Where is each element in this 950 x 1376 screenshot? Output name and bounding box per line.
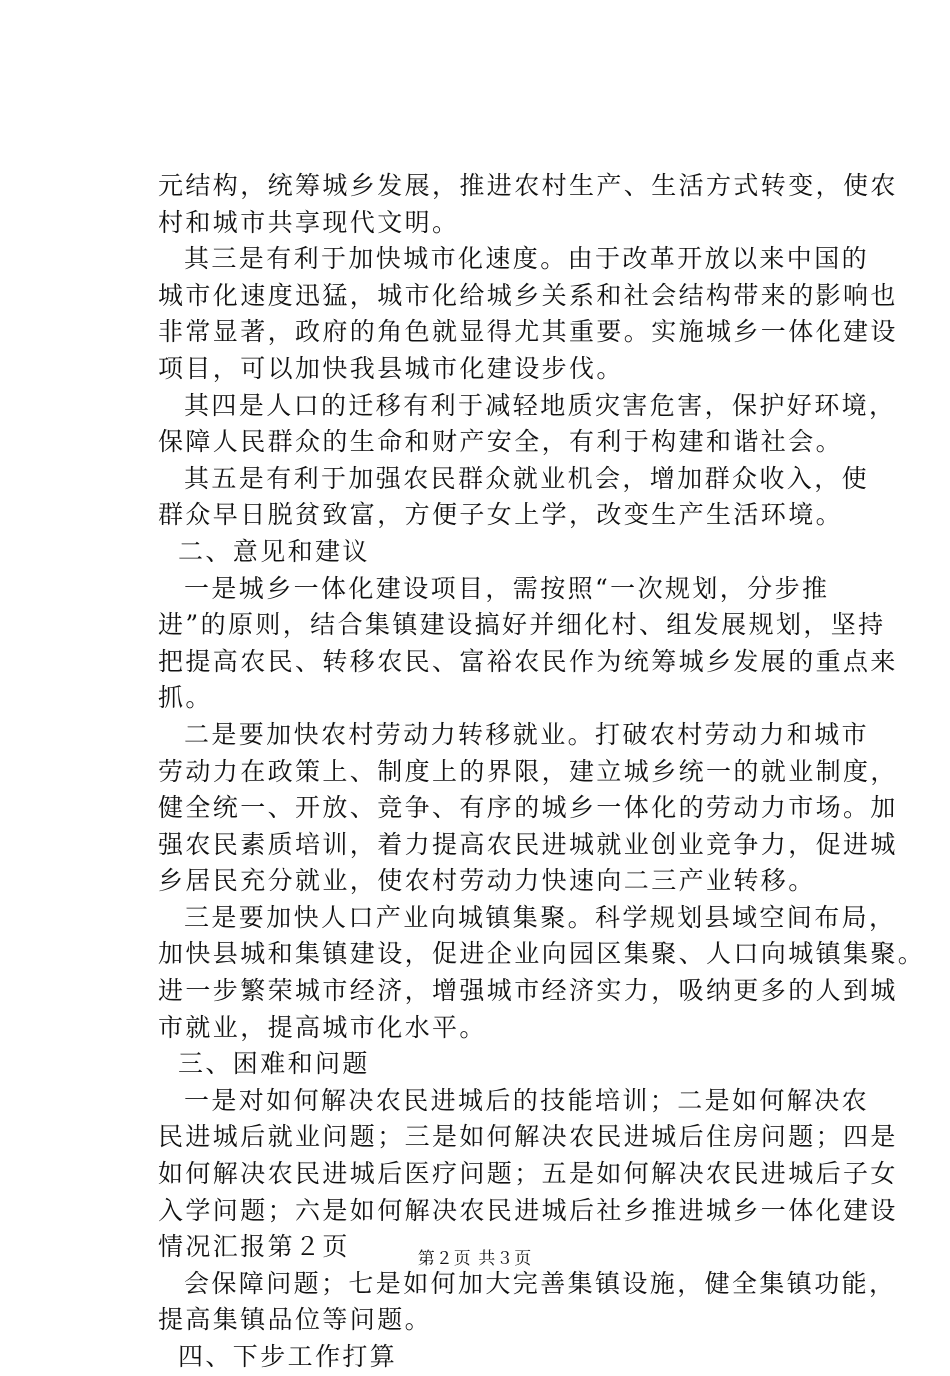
text-line: 村和城市共享现代文明。 [158,207,460,237]
section-heading: 三、困难和问题 [178,1049,370,1079]
text-line: 抓。 [158,683,213,713]
text-line: 健全统一、开放、竞争、有序的城乡一体化的劳动力市场。加 [158,793,898,823]
page-footer: 第２页 共３页 [417,1249,533,1269]
text-line: 劳动力在政策上、制度上的界限，建立城乡统一的就业制度， [158,756,898,786]
text-line: 情况汇报第２页 [158,1232,350,1262]
text-line: 民进城后就业问题；三是如何解决农民进城后住房问题；四是 [158,1122,898,1152]
text-line: 元结构，统筹城乡发展，推进农村生产、生活方式转变，使农 [158,171,898,200]
text-line: 入学问题；六是如何解决农民进城后社乡推进城乡一体化建设 [158,1195,898,1225]
text-line: 其五是有利于加强农民群众就业机会，增加群众收入，使 [184,463,870,493]
text-line: 进一步繁荣城市经济，增强城市经济实力，吸纳更多的人到城 [158,976,898,1006]
text-line: 乡居民充分就业，使农村劳动力快速向二三产业转移。 [158,866,816,896]
text-line: 项目，可以加快我县城市化建设步伐。 [158,353,624,383]
text-line: 提高集镇品位等问题。 [158,1305,433,1335]
text-line: 城市化速度迅猛，城市化给城乡关系和社会结构带来的影响也 [158,280,898,310]
body-text [158,168,926,1376]
section-heading: 四、下步工作打算 [178,1342,398,1371]
text-line: 保障人民群众的生命和财产安全，有利于构建和谐社会。 [158,427,844,457]
text-line: 把提高农民、转移农民、富裕农民作为统筹城乡发展的重点来 [158,646,898,676]
text-line: 强农民素质培训，着力提高农民进城就业创业竞争力，促进城 [158,829,898,859]
text-line: 一是城乡一体化建设项目，需按照“一次规划，分步推 [184,573,830,603]
text-line: 群众早日脱贫致富，方便子女上学，改变生产生活环境。 [158,500,844,530]
text-line: 会保障问题；七是如何加大完善集镇设施，健全集镇功能， [184,1268,897,1298]
text-line: 如何解决农民进城后医疗问题；五是如何解决农民进城后子女 [158,1159,898,1189]
text-line: 其四是人口的迁移有利于减轻地质灾害危害，保护好环境， [184,390,897,420]
text-line: 一是对如何解决农民进城后的技能培训；二是如何解决农 [184,1085,870,1115]
text-line: 加快县城和集镇建设，促进企业向园区集聚、人口向城镇集聚。 [158,939,926,969]
text-line: 其三是有利于加快城市化速度。由于改革开放以来中国的 [184,244,870,274]
text-line: 进”的原则，结合集镇建设搞好并细化村、组发展规划，坚持 [158,610,886,640]
text-line: 市就业，提高城市化水平。 [158,1012,487,1042]
text-line: 非常显著，政府的角色就显得尤其重要。实施城乡一体化建设 [158,317,898,347]
text-line: 三是要加快人口产业向城镇集聚。科学规划县域空间布局， [184,902,897,932]
text-line: 二是要加快农村劳动力转移就业。打破农村劳动力和城市 [184,719,870,749]
section-heading: 二、意见和建议 [178,536,370,566]
